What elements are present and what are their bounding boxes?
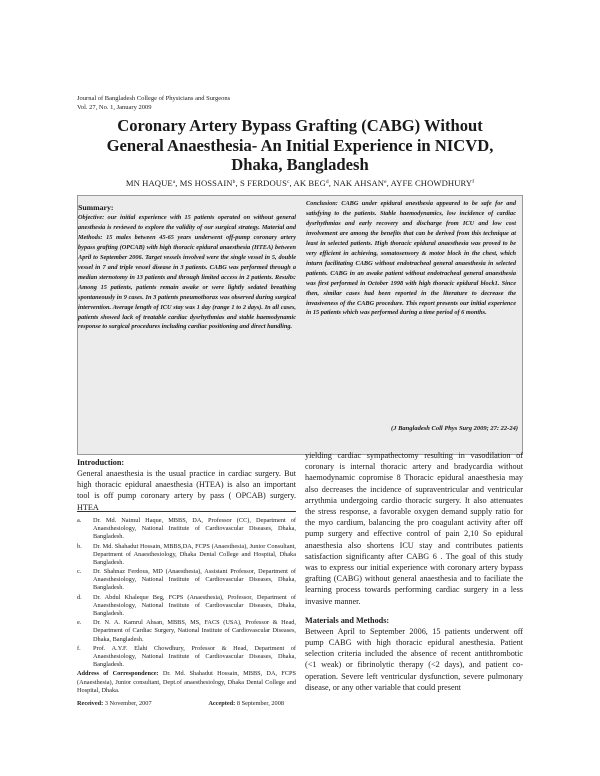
footnote: e. Dr. N. A. Kamrul Ahsan, MBBS, MS, FACS (USA), Professor & Head, Department of Cardiac Surgery, National Institute of Cardiovascular Diseases, Dhaka, Bangladesh. bbox=[77, 619, 296, 643]
author: AK BEG$^d$, bbox=[293, 178, 334, 188]
title-line-3: Dhaka, Bangladesh bbox=[231, 155, 369, 174]
journal-header bbox=[77, 95, 230, 112]
title-line-1: Coronary Artery Bypass Grafting (CABG) Without bbox=[117, 116, 483, 135]
journal-volume: Vol. 27, No. 1, January 2009 bbox=[77, 103, 152, 111]
abstract-right-text: Conclusion: CABG under epidural anesthesia appeared to be safe for and satisfying to the patients. Stable haemodynamics, low incidence of cardiac dysrhythmias and early recovery and discharge from ICU and low cost involvement are among the benefits that can be derived from this technique at least in selected patients. High thoracic epidural anaesthesia was proved to be very efficient in achieving, somatosensory & motor block in the chest, which inturn facilitating CABG without endotracheal general anaesthesia in selected patients. CABG in an awake patient without endotracheal general anaesthesia was first performed in October 1998 with high thoracic epidural block1. Since then, similar cases had been reported in the literature to decrease the invasiveness of the CABG procedure. This report presents our initial experience in 15 patients which was performed during a time period of 6 months. bbox=[306, 200, 516, 317]
title-line-2: General Anaesthesia- An Initial Experience in NICVD, bbox=[106, 135, 494, 155]
summary-heading: Summary: bbox=[78, 203, 114, 212]
citation: (J Bangladesh Coll Phys Surg 2009; 27: 22-24) bbox=[391, 425, 518, 432]
author-list bbox=[60, 177, 540, 188]
footnotes bbox=[77, 517, 296, 707]
submission-dates bbox=[77, 700, 296, 707]
introduction-text: General anaesthesia is the usual practice in cardiac surgery. But high thoracic epidural anaesthesia (HTEA) is also an important tool is off pump coronary artery by pass ( OPCAB) surgery. HTEA bbox=[77, 469, 296, 512]
accepted-date: Accepted: 8 September, 2008 bbox=[208, 699, 284, 707]
footnote: f. Prof. A.Y.F. Elahi Chowdhury, Professor & Head, Department of Anaesthesiology, National Institute of Cardiovascular Diseases, Dhaka, Bangladesh. bbox=[77, 644, 296, 669]
left-column bbox=[77, 458, 296, 513]
footnote: b. Dr. Md. Shahadut Hossain, MBBS,DA, FCPS (Anaesthesia), Junior Consultant, Department of Anaesthesiology, Dhaka Dental College and Hospital, Dhaka Bangladesh. bbox=[77, 542, 296, 566]
footnote: a. Dr. Md. Naimul Haque, MBBS, DA, Professor (CC), Department of Anaesthesiology, National Institute of Cardiovascular Diseases, Dhaka, Bangladesh. bbox=[77, 517, 296, 541]
abstract-box bbox=[77, 195, 523, 455]
author: NAK AHSAN$^e$, bbox=[333, 178, 391, 188]
journal-name: Journal of Bangladesh College of Physicians and Surgeons bbox=[77, 95, 231, 102]
right-column bbox=[305, 450, 523, 693]
correspondence-text: Dr. Md. Shahadut Hossain, MBBS, DA, FCPS (Anaesthesia), Junior consultant, Dept.of anaesthesiology, Dhaka Dental College and Hospital, Dhaka. bbox=[77, 670, 296, 694]
introduction-heading: Introduction: bbox=[77, 458, 125, 467]
footnote-divider bbox=[77, 511, 296, 512]
footnote: c. Dr. Shahnaz Ferdous, MD (Anaesthesia), Assistant Professor, Department of Anaesthesiology, National Institute of Cardiovascular Diseases, Dhaka, Bangladesh. bbox=[77, 568, 296, 592]
author: AYFE CHOWDHURY$^f$ bbox=[390, 178, 475, 188]
materials-methods-text: Between April to September 2006, 15 patients underwent off pump CABG with high thoracic epidural anesthesia. Patient selection criteria included the absence of recent antithrombotic (<1 weak) or fibrinolytic therapy (<2 days), and patient co-operation. Severe left ventricular dysfunction, severe pulmonary disease, or any other variable that could present bbox=[305, 626, 523, 692]
materials-methods-heading: Materials and Methods: bbox=[305, 615, 390, 625]
right-column-text: yielding cardiac sympathectomy resulting in vasodilation of coronary is internal thoracic artery and bradycardia without haemodynamic copromise 8 Thoracic epidural anaesthesia may also decreases the incidence of supraventricular and ventricular arrythmia undergoing cardio thoracic surgery. It also attenuates the stress response, a favorable oxygen demand supply ratio for the myo cardium, balancing the pro coagulant activity after off pump surgery and effective control of pain 2,10 So epidural anaesthesia also shortens ICU stay and contributes patients satisfaction significanty after CABG 6 . The goal of this study was to express our initial experience with coronary artery bypass grafting (CABG) without general anaesthesia and to faciliate the learning process towards performing cardiac surgery in a less invasive manner. bbox=[305, 451, 523, 606]
author: S FERDOUS$^c$, bbox=[239, 178, 294, 188]
abstract-left-text: Objective: our initial experience with 15 patients operated on without general anesthesia is reviewed to explore the validity of our surgical strategy. Material and Methods: 15 males between 45-65 years underwent off-pump coronary artery bypass grafting (OPCAB) with high thoracic epidural anaesthesia (HTEA) between April to September 2006. Target vessels involved were the single vessel in 5, double vessel in 7 and triple vessel disease in 3 patients. CABG was performed through a median sternotomy in 13 patients and through limited access in 2 patients. Results: Among 15 patients, patients remain awake or were lightly sedated breathing spontaneously in 9 cases. In 3 patients pneumothorax was observed during surgical intervention. Average length of ICU stay was 1 day (range 1 to 2 days). In all cases, patients showed lack of treatable cardiac dysrhythmias and stable haemodynamic response to surgical procedures including cardiac positioning and direct handling. bbox=[78, 214, 296, 331]
paper-title bbox=[60, 116, 540, 175]
correspondence-label: Address of Correspondence: bbox=[77, 670, 159, 678]
author: MS HOSSAIN$^b$, bbox=[179, 178, 240, 188]
footnote: d. Dr. Abdul Khaleque Beg, FCPS (Anaesthesia), Professor, Department of Anaesthesiology, National Institute of Cardiovascular Diseases, Dhaka, Bangladesh. bbox=[77, 593, 296, 617]
correspondence-address bbox=[77, 670, 296, 694]
author: MN HAQUE$^a$, bbox=[125, 178, 180, 188]
received-date: Received: 3 November, 2007 bbox=[77, 699, 152, 707]
